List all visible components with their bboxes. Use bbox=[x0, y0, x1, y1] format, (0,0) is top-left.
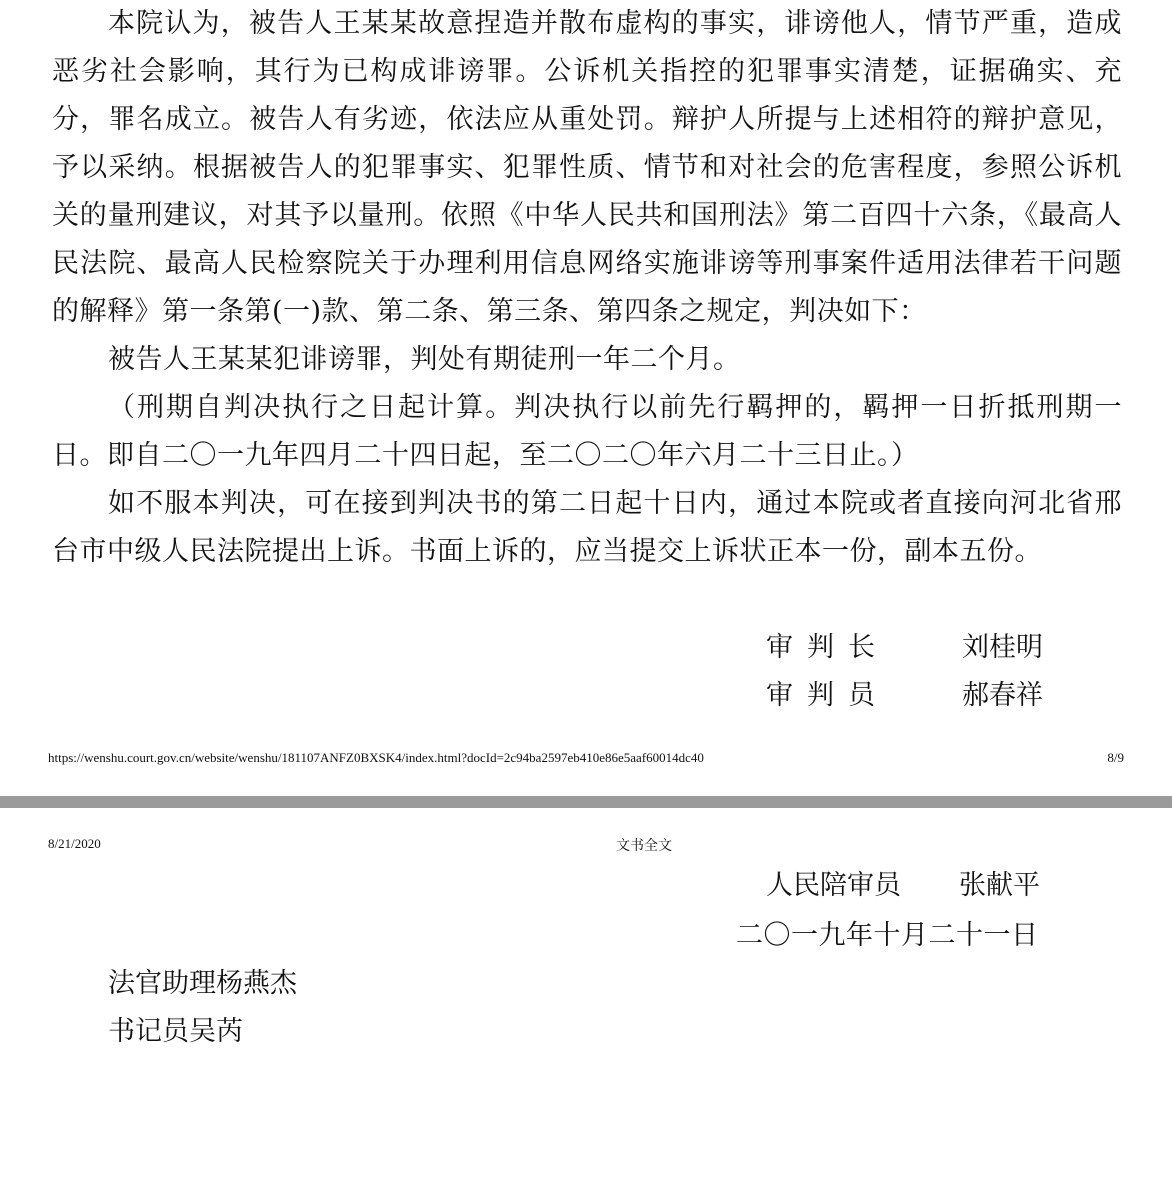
sentence-term-paragraph: （刑期自判决执行之日起计算。判决执行以前先行羁押的，羁押一日折抵刑期一日。即自二〇一九年四月二十四日起，至二〇二〇年六月二十三日止。） bbox=[52, 392, 1122, 471]
header-title: 文书全文 bbox=[616, 838, 672, 854]
footer-url[interactable]: https://wenshu.court.gov.cn/website/wenshu/181107ANFZ0BXSK4/index.html?docId=2c94ba2597eb410e86e5aaf60014dc40 bbox=[48, 750, 704, 765]
appeal-paragraph: 如不服本判决，可在接到判决书的第二日起十日内，通过本院或者直接向河北省邢台市中级人民法院提出上诉。书面上诉的，应当提交上诉状正本一份，副本五份。 bbox=[52, 488, 1122, 567]
signature-name: 刘桂明 bbox=[962, 632, 1043, 663]
signature-presiding-judge bbox=[766, 624, 1043, 672]
verdict-paragraph: 被告人王某某犯诽谤罪，判处有期徒刑一年二个月。 bbox=[108, 344, 741, 375]
page-separator bbox=[0, 796, 1172, 808]
signature-judge bbox=[766, 672, 1043, 720]
signature-name: 张献平 bbox=[959, 870, 1040, 901]
document-page-9 bbox=[0, 808, 1172, 1200]
signature-name: 郝春祥 bbox=[962, 680, 1043, 711]
judgment-date: 二〇一九年十月二十一日 bbox=[736, 920, 1039, 951]
signature-role: 审判员 bbox=[766, 680, 889, 711]
judge-assistant: 法官助理杨燕杰 bbox=[108, 968, 297, 999]
signature-role: 审判长 bbox=[766, 632, 889, 663]
court-clerk: 书记员吴芮 bbox=[108, 1016, 243, 1047]
signature-role: 人民陪审员 bbox=[766, 870, 901, 901]
footer-page-number: 8/9 bbox=[1107, 750, 1124, 765]
reasoning-paragraph: 本院认为，被告人王某某故意捏造并散布虚构的事实，诽谤他人，情节严重，造成恶劣社会影响，其行为已构成诽谤罪。公诉机关指控的犯罪事实清楚，证据确实、充分，罪名成立。被告人有劣迹，依法应从重处罚。辩护人所提与上述相符的辩护意见，予以采纳。根据被告人的犯罪事实、犯罪性质、情节和对社会的危害程度，参照公诉机关的量刑建议，对其予以量刑。依照《中华人民共和国刑法》第二百四十六条，《最高人民法院、最高人民检察院关于办理利用信息网络实施诽谤等刑事案件适用法律若干问题的解释》第一条第(一)款、第二条、第三条、第四条之规定，判决如下： bbox=[52, 8, 1122, 327]
judgment-body bbox=[52, 0, 1122, 576]
signature-people-juror bbox=[766, 862, 1040, 910]
header-date: 8/21/2020 bbox=[48, 836, 101, 851]
